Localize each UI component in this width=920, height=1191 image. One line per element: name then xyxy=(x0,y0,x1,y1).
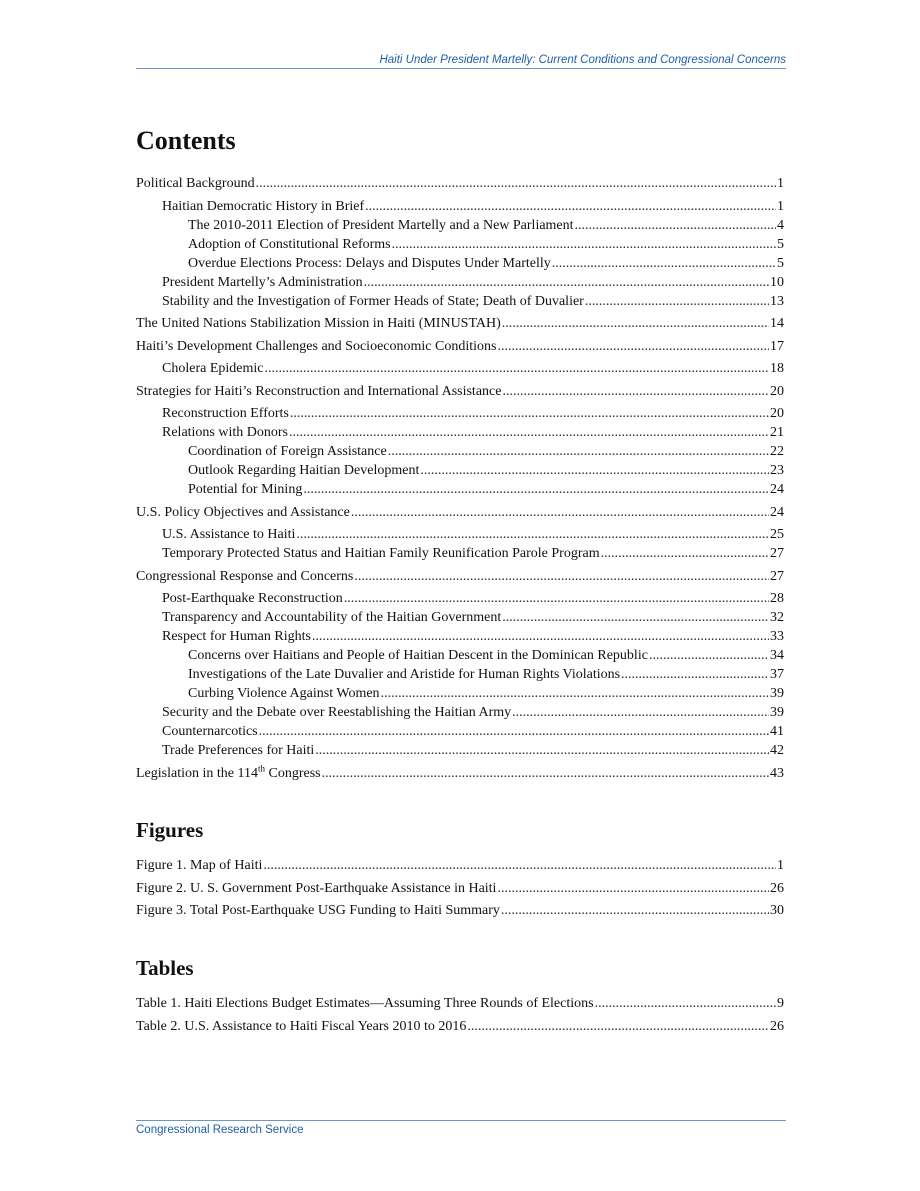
toc-entry[interactable]: Strategies for Haiti’s Reconstruction and International Assistance ..... 20 xyxy=(136,382,784,401)
toc-entry[interactable]: Outlook Regarding Haitian Development ..... 23 xyxy=(136,461,784,480)
toc-entry[interactable]: President Martelly’s Administration ..... 10 xyxy=(136,273,784,292)
toc-entry[interactable]: Overdue Elections Process: Delays and Disputes Under Martelly ..... 5 xyxy=(136,254,784,273)
toc-entry[interactable]: Congressional Response and Concerns ..... 27 xyxy=(136,567,784,586)
running-header: Haiti Under President Martelly: Current Conditions and Congressional Concerns xyxy=(136,54,786,69)
toc-entry[interactable]: Figure 3. Total Post-Earthquake USG Funding to Haiti Summary ..... 30 xyxy=(136,901,784,920)
toc-entry[interactable]: Relations with Donors ..... 21 xyxy=(136,423,784,442)
toc-entry[interactable]: Stability and the Investigation of Former Heads of State; Death of Duvalier ..... 13 xyxy=(136,292,784,311)
toc-entry[interactable]: Curbing Violence Against Women ..... 39 xyxy=(136,684,784,703)
toc-entry[interactable]: Figure 2. U. S. Government Post-Earthquake Assistance in Haiti ..... 26 xyxy=(136,879,784,898)
toc-entry[interactable]: Trade Preferences for Haiti ..... 42 xyxy=(136,741,784,760)
toc-entry[interactable]: Respect for Human Rights ..... 33 xyxy=(136,627,784,646)
toc-entry[interactable]: Political Background ..... 1 xyxy=(136,174,784,193)
toc-entry[interactable]: Potential for Mining ..... 24 xyxy=(136,480,784,499)
toc-entry[interactable]: Post-Earthquake Reconstruction ..... 28 xyxy=(136,589,784,608)
toc-entry[interactable]: Adoption of Constitutional Reforms ..... 5 xyxy=(136,235,784,254)
figures-heading: Figures xyxy=(136,818,204,842)
toc-entry[interactable]: Coordination of Foreign Assistance ..... 22 xyxy=(136,442,784,461)
toc-entry[interactable]: Concerns over Haitians and People of Haitian Descent in the Dominican Republic ..... 34 xyxy=(136,646,784,665)
tables-heading: Tables xyxy=(136,956,194,980)
toc-entry[interactable]: Security and the Debate over Reestablishing the Haitian Army ..... 39 xyxy=(136,703,784,722)
toc-entry[interactable]: Figure 1. Map of Haiti ..... 1 xyxy=(136,856,784,875)
toc-entry[interactable]: U.S. Assistance to Haiti ..... 25 xyxy=(136,525,784,544)
toc-entry[interactable]: Table 1. Haiti Elections Budget Estimates—Assuming Three Rounds of Elections ..... 9 xyxy=(136,994,784,1013)
toc-entry[interactable]: Haiti’s Development Challenges and Socioeconomic Conditions ..... 17 xyxy=(136,337,784,356)
toc-entry[interactable]: Table 2. U.S. Assistance to Haiti Fiscal Years 2010 to 2016 ..... 26 xyxy=(136,1017,784,1036)
contents-title: Contents xyxy=(136,126,236,155)
toc-entry[interactable]: Counternarcotics ..... 41 xyxy=(136,722,784,741)
page-footer: Congressional Research Service xyxy=(136,1120,786,1136)
toc-entry[interactable]: Reconstruction Efforts ..... 20 xyxy=(136,404,784,423)
toc-entry[interactable]: Haitian Democratic History in Brief ..... 1 xyxy=(136,197,784,216)
figures-list xyxy=(136,856,784,920)
toc-entry[interactable]: Temporary Protected Status and Haitian Family Reunification Parole Program ..... 27 xyxy=(136,544,784,563)
tables-list xyxy=(136,994,784,1036)
toc-entry[interactable]: Legislation in the 114th Congress ..... 43 xyxy=(136,764,784,783)
toc-entry[interactable]: The 2010-2011 Election of President Martelly and a New Parliament ..... 4 xyxy=(136,216,784,235)
toc-entry[interactable]: Transparency and Accountability of the Haitian Government ..... 32 xyxy=(136,608,784,627)
toc-entry[interactable]: The United Nations Stabilization Mission in Haiti (MINUSTAH) ..... 14 xyxy=(136,314,784,333)
toc-entry[interactable]: Cholera Epidemic ..... 18 xyxy=(136,359,784,378)
toc-entry[interactable]: U.S. Policy Objectives and Assistance ..... 24 xyxy=(136,503,784,522)
contents-list xyxy=(136,174,784,783)
toc-entry[interactable]: Investigations of the Late Duvalier and Aristide for Human Rights Violations ..... 37 xyxy=(136,665,784,684)
